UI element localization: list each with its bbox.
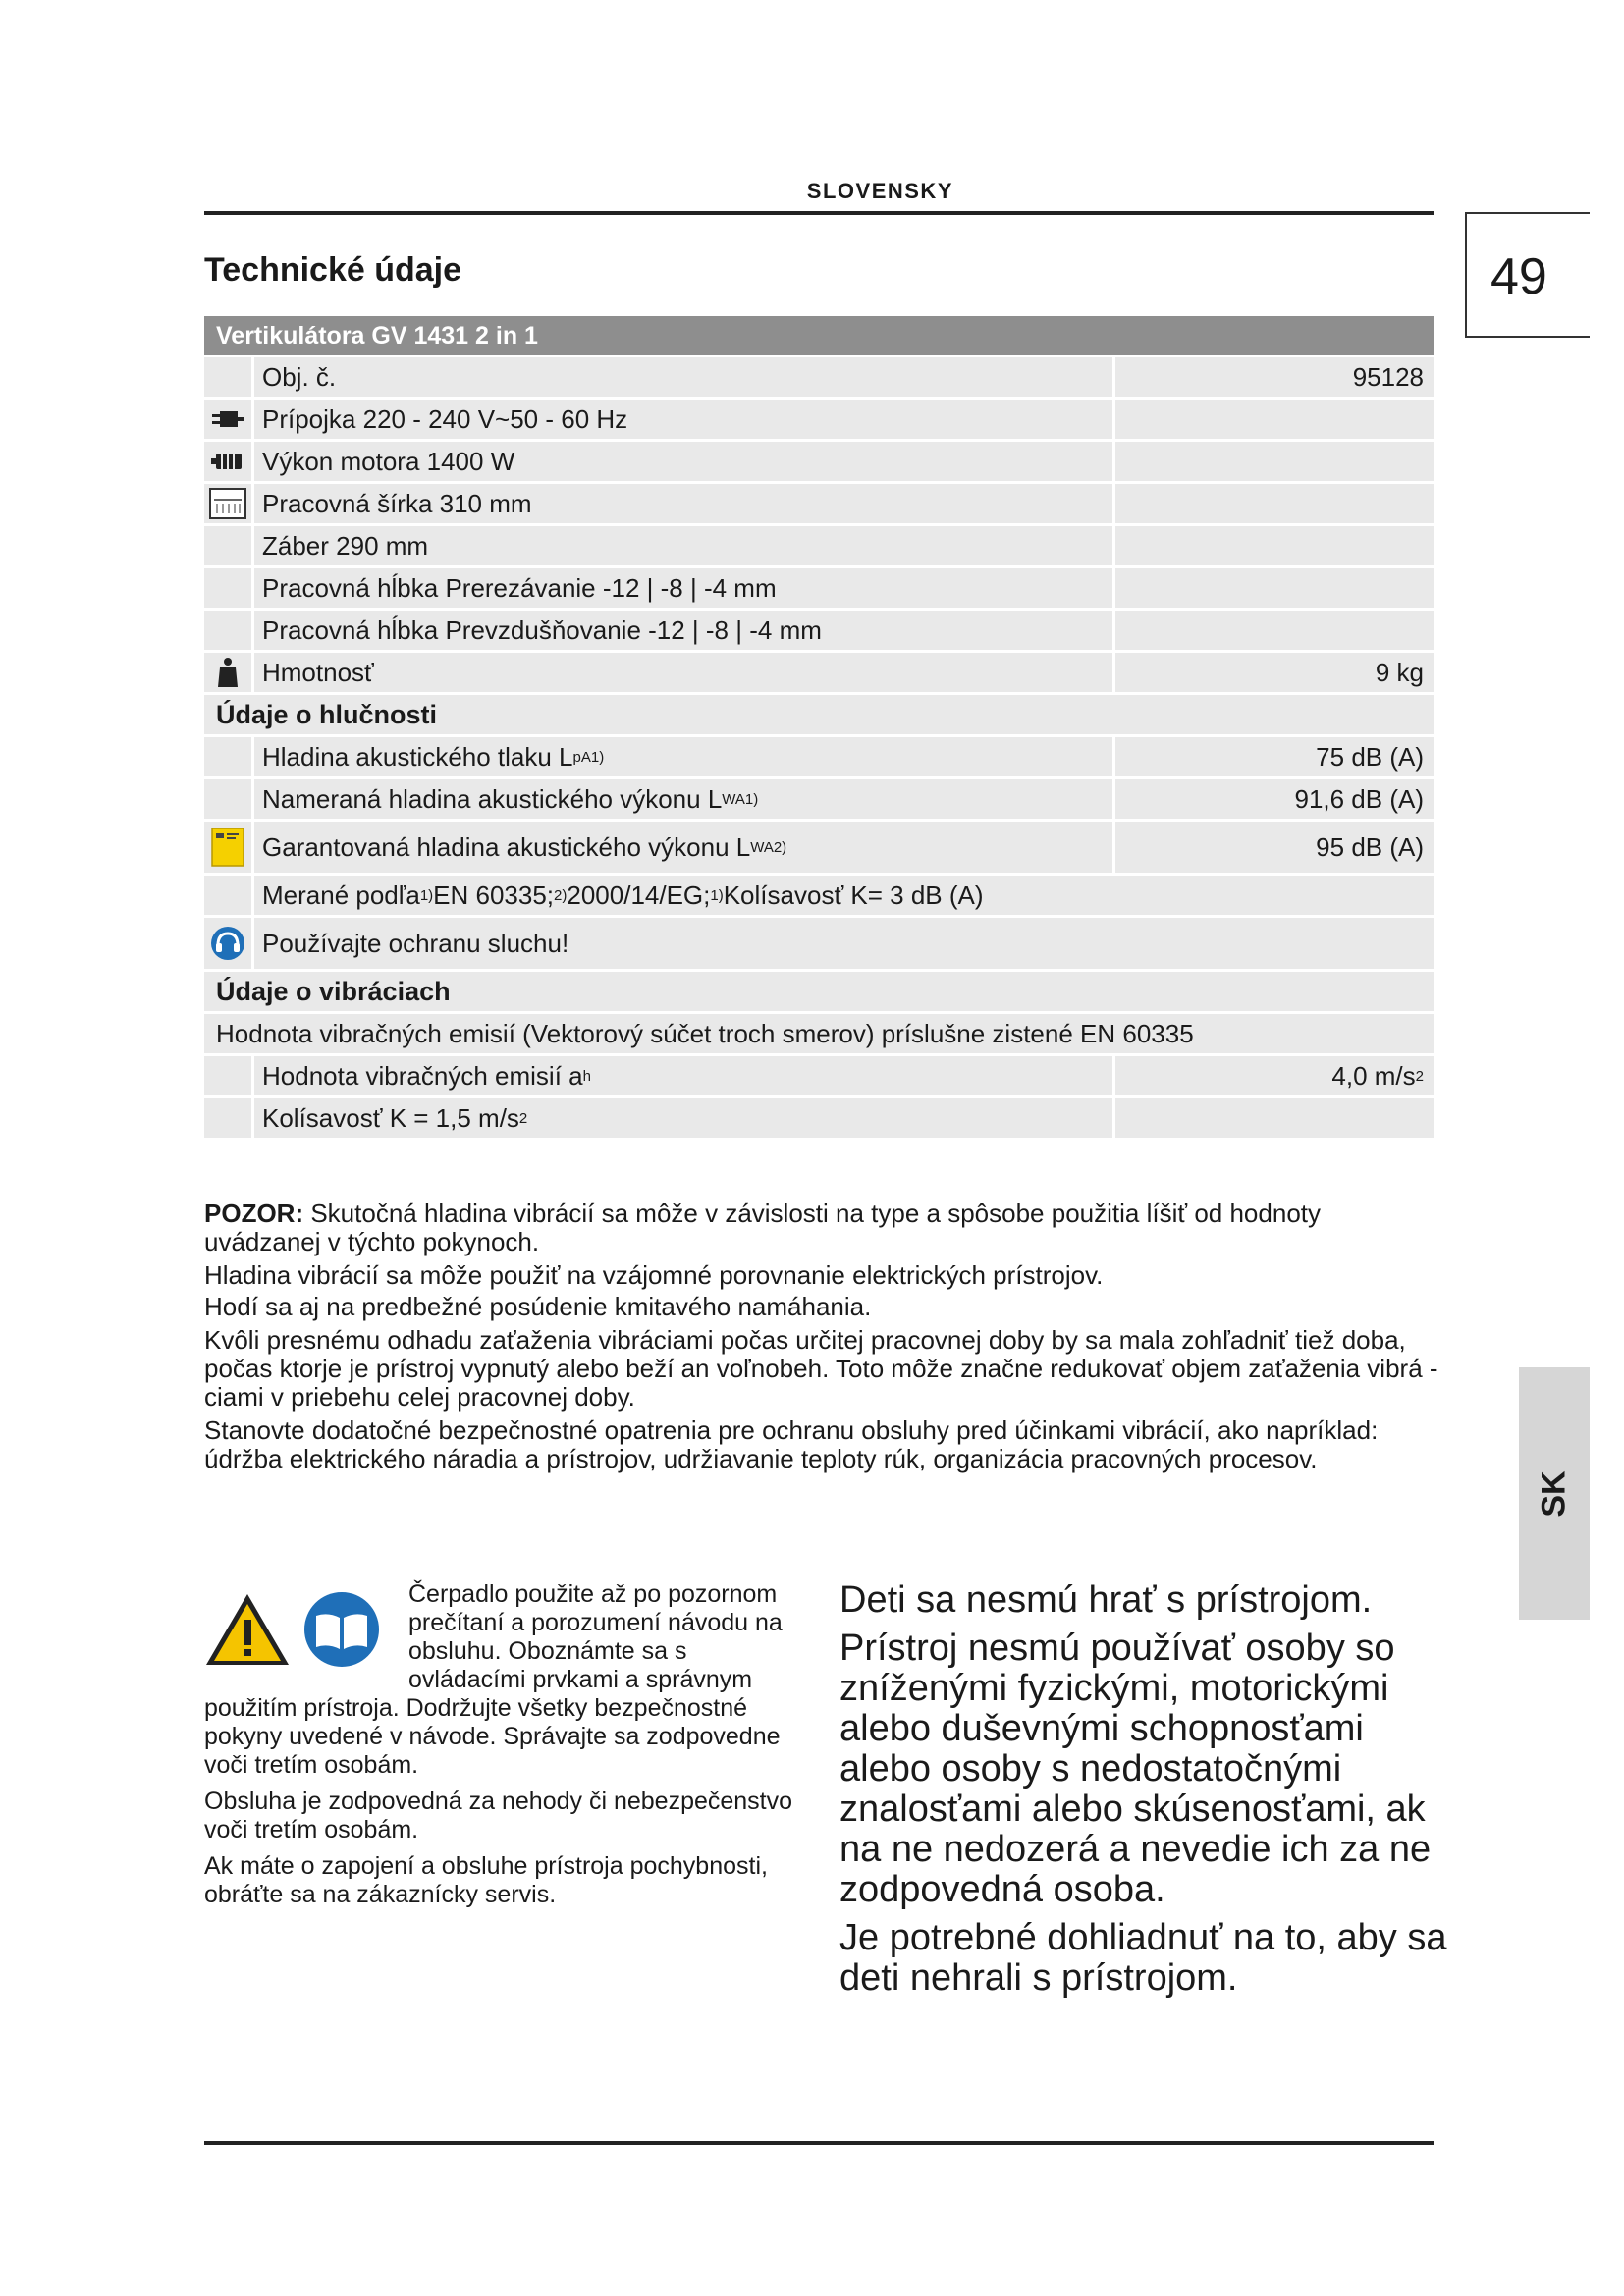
- vibration-section-heading: Údaje o vibráciach: [204, 972, 1434, 1011]
- warning-paragraph: Hodí sa aj na predbežné posúdenie kmitavého namáhania.: [204, 1292, 872, 1321]
- table-row: [204, 568, 1434, 608]
- row-value: [1115, 484, 1434, 523]
- warning-paragraph: Kvôli presnému odhadu zaťaženia vibráciami počas určitej pracovnej doby by sa mala zohľadniť tiež doba, počas ktorje je prístroj vypnutý alebo beží an voľnobeh. Toto môže značne redukovať objem zaťaženia vibrá - ciami v priebehu celej pracovnej doby.: [204, 1325, 1438, 1412]
- children-warning: [839, 1580, 1448, 2006]
- children-paragraph: Je potrebné dohliadnuť na to, aby sa deti nehrali s prístrojom.: [839, 1917, 1447, 1999]
- page-number: 49: [1490, 248, 1547, 305]
- plug-icon: [204, 400, 254, 439]
- page-title: Technické údaje: [204, 251, 462, 289]
- table-row: [204, 653, 1434, 692]
- noise-label-icon: [204, 822, 254, 873]
- row-value: 4,0 m/s 2: [1331, 1060, 1424, 1091]
- row-label: Nameraná hladina akustického výkonu L WA 1): [254, 779, 1115, 819]
- empty-icon-cell: [204, 611, 254, 650]
- table-row: [204, 1056, 1434, 1095]
- row-label: Pracovná hĺbka Prerezávanie -12 | -8 | -4 mm: [254, 568, 1115, 608]
- weight-icon: [204, 653, 254, 692]
- row-label: Pracovná šírka 310 mm: [254, 484, 1115, 523]
- children-paragraph: Prístroj nesmú používať osoby so zníženými fyzickými, motorickými alebo duševnými schopnosťami alebo osoby s nedostatočnými znalosťami alebo skúsenosťami, ak na ne nedozerá a nevedie ich za ne zodpovedná osoba.: [839, 1628, 1432, 1910]
- safety-paragraph: Ak máte o zapojení a obsluhe prístroja pochybnosti, obráťte sa na zákaznícky servis.: [204, 1852, 768, 1908]
- row-value: 91,6 dB (A): [1294, 783, 1424, 814]
- empty-icon-cell: [204, 737, 254, 776]
- language-label: SLOVENSKY: [806, 179, 953, 203]
- row-label: Záber 290 mm: [254, 526, 1115, 565]
- safety-icons: [204, 1590, 401, 1669]
- page-number-box: [1465, 212, 1590, 338]
- footer-rule: [204, 2141, 1434, 2145]
- table-heading: Vertikulátora GV 1431 2 in 1: [204, 316, 1434, 355]
- row-value: [1115, 1098, 1434, 1138]
- row-value: 95 dB (A): [1316, 831, 1424, 862]
- table-row: [204, 611, 1434, 650]
- table-row: [204, 357, 1434, 397]
- vibration-intro: Hodnota vibračných emisií (Vektorový súčet troch smerov) príslušne zistené EN 60335: [204, 1014, 1434, 1053]
- empty-icon-cell: [204, 779, 254, 819]
- tech-data-table: [204, 316, 1434, 1141]
- children-paragraph: Deti sa nesmú hrať s prístrojom.: [839, 1579, 1373, 1621]
- safety-instructions: [204, 1580, 798, 1917]
- row-label: Výkon motora 1400 W: [254, 442, 1115, 481]
- row-label: Obj. č.: [254, 357, 1115, 397]
- table-row: [204, 400, 1434, 439]
- row-value: 9 kg: [1375, 657, 1424, 687]
- side-tab-label: SK: [1535, 1469, 1573, 1518]
- row-value: [1115, 568, 1434, 608]
- language-side-tab: [1519, 1367, 1590, 1620]
- table-row: [204, 918, 1434, 969]
- header-rule: [204, 211, 1434, 215]
- read-manual-icon: [304, 1592, 379, 1667]
- ear-protection-text: Používajte ochranu sluchu!: [262, 928, 569, 958]
- row-label: Hmotnosť: [254, 653, 1115, 692]
- table-row: [204, 526, 1434, 565]
- row-label: Pracovná hĺbka Prevzdušňovanie -12 | -8 | -4 mm: [254, 611, 1115, 650]
- row-label: Garantovaná hladina akustického výkonu L WA 2): [254, 822, 1115, 873]
- table-row: [204, 876, 1434, 915]
- vibration-warning: [204, 1200, 1441, 1478]
- row-value: 95128: [1352, 361, 1424, 392]
- warning-paragraph: Skutočná hladina vibrácií sa môže v závislosti na type a spôsobe použitia líšiť od hodnoty uvádzanej v týchto pokynoch.: [204, 1199, 1321, 1256]
- warning-paragraph: Stanovte dodatočné bezpečnostné opatrenia pre ochranu obsluhy pred účinkami vibrácií, ako napríklad: údržba elektrického náradia a prístrojov, udržiavanie teploty rúk, organizácia pracovných procesov.: [204, 1415, 1379, 1473]
- width-icon: [204, 484, 254, 523]
- motor-icon: [204, 442, 254, 481]
- warning-triangle-icon: [206, 1594, 289, 1665]
- row-label: Hladina akustického tlaku L pA 1): [254, 737, 1115, 776]
- table-row: [204, 737, 1434, 776]
- row-value: 75 dB (A): [1316, 741, 1424, 772]
- row-value: [1115, 400, 1434, 439]
- row-label: Hodnota vibračných emisií a h: [254, 1056, 1115, 1095]
- empty-icon-cell: [204, 357, 254, 397]
- table-row: [204, 822, 1434, 873]
- row-label: Kolísavosť K = 1,5 m/s 2: [254, 1098, 1115, 1138]
- safety-paragraph: Obsluha je zodpovedná za nehody či nebezpečenstvo voči tretím osobám.: [204, 1788, 793, 1843]
- empty-icon-cell: [204, 1098, 254, 1138]
- empty-icon-cell: [204, 1056, 254, 1095]
- table-row: [204, 484, 1434, 523]
- warning-label: POZOR:: [204, 1199, 304, 1228]
- empty-icon-cell: [204, 526, 254, 565]
- row-value: [1115, 442, 1434, 481]
- table-row: [204, 779, 1434, 819]
- ear-protection-icon: [204, 918, 254, 969]
- table-row: [204, 1098, 1434, 1138]
- row-value: [1115, 526, 1434, 565]
- noise-section-heading: Údaje o hlučnosti: [204, 695, 1434, 734]
- row-label: Prípojka 220 - 240 V~50 - 60 Hz: [254, 400, 1115, 439]
- table-row: [204, 442, 1434, 481]
- measured-by-text: Merané podľa 1) EN 60335; 2) 2000/14/EG; 1) Kolísavosť K= 3 dB (A): [262, 880, 984, 910]
- warning-paragraph: Hladina vibrácií sa môže použiť na vzájomné porovnanie elektrických prístrojov.: [204, 1260, 1104, 1290]
- empty-icon-cell: [204, 568, 254, 608]
- empty-icon-cell: [204, 876, 254, 915]
- row-value: [1115, 611, 1434, 650]
- safety-paragraph: Čerpadlo použite až po pozornom prečítaní a porozumení návodu na obsluhu. Oboznámte sa s ovládacími prvkami a správnym použitím prístroja. Dodržujte všetky bezpečnostné pokyny uvedené v návode. Správajte sa zodpovedne voči tretím osobám.: [204, 1580, 783, 1779]
